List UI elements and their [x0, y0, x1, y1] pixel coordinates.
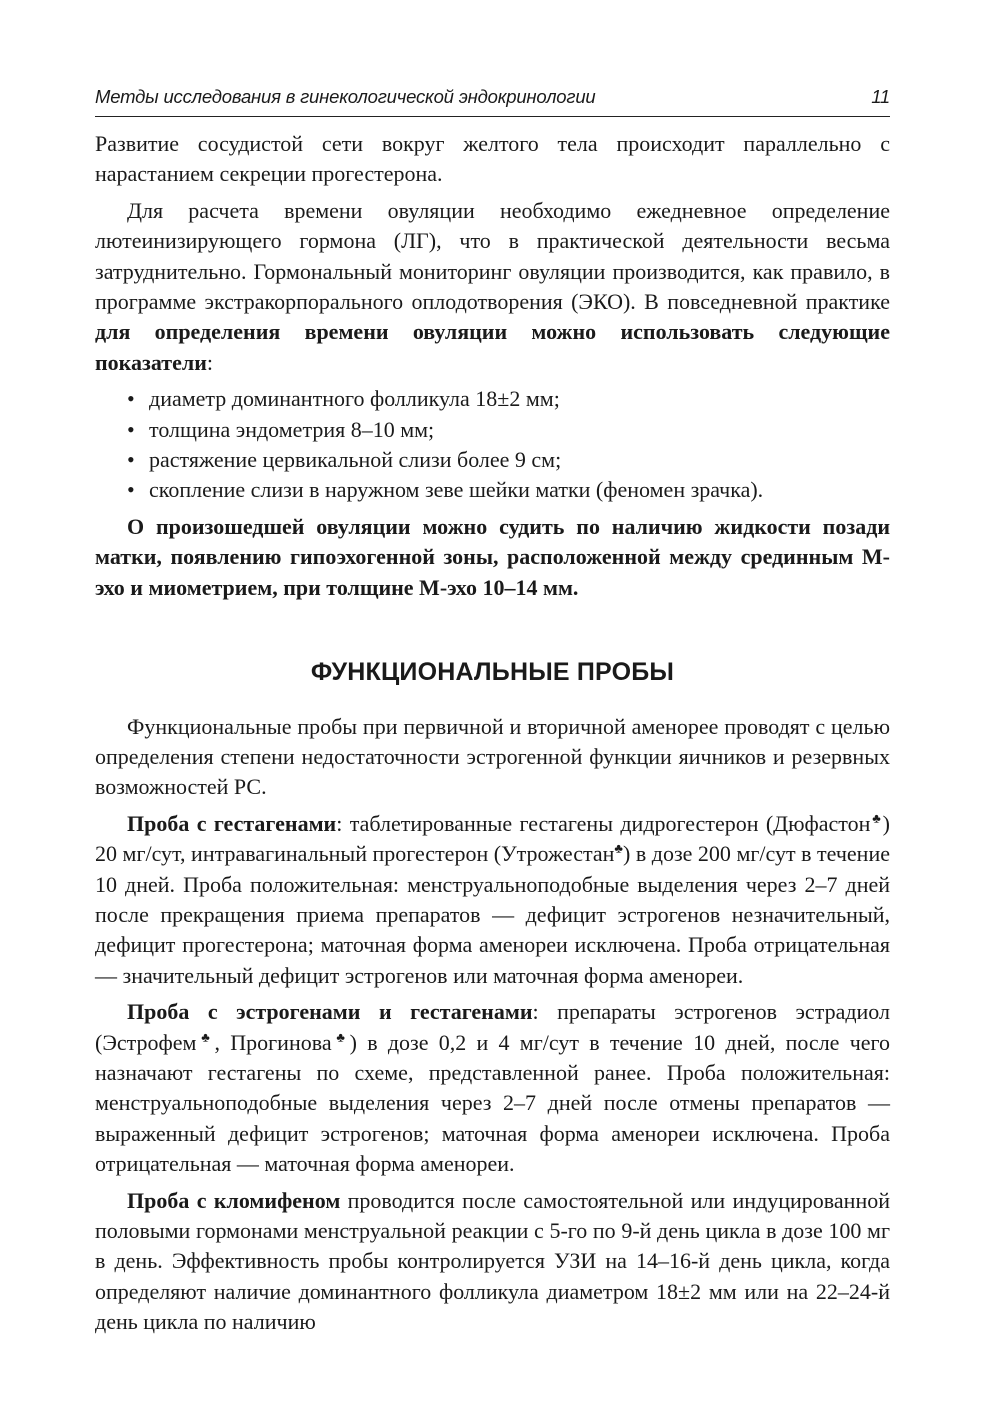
bullet-icon: •	[127, 416, 135, 442]
gestagen-test-heading: Проба с гестагенами	[127, 810, 337, 836]
page-body	[95, 129, 890, 1338]
page-number: 11	[871, 86, 890, 107]
clomiphene-test-heading: Проба с кломифеном	[127, 1187, 341, 1213]
drug-mark-icon: ♣	[331, 1029, 350, 1045]
drug-mark-icon: ♣	[870, 810, 883, 826]
estrogen-gestagen-test-heading: Проба с эстрогенами и гестагенами	[127, 999, 533, 1025]
drug-mark-icon: ♣	[196, 1029, 215, 1045]
paragraph-clomiphene-test	[95, 1186, 890, 1338]
drug-mark-icon: ♣	[614, 840, 623, 856]
ovulation-indicators-list	[95, 384, 890, 506]
list-item-text: растяжение цервикальной слизи более 9 см;	[149, 447, 562, 473]
list-item	[127, 475, 890, 505]
list-item-text: толщина эндометрия 8–10 мм;	[149, 416, 435, 442]
ovulation-timing-colon: :	[206, 349, 214, 375]
list-item	[127, 384, 890, 414]
page	[95, 86, 890, 1344]
gestagen-test-text: : таблетированные гестагены дидрогестерон (Дюфастон	[336, 810, 871, 836]
running-header	[95, 86, 890, 117]
bullet-icon: •	[127, 386, 135, 412]
ovulation-timing-text: Для расчета времени овуляции необходимо ежедневное определение лютеинизирующего гормона (ЛГ), что в практической деятельности весьма затруднительно. Гормональный мониторинг овуляции производится, как правило, в программе экстракорпорального оплодотворения (ЭКО). В повседневной практике	[95, 197, 890, 315]
header-title: Метды исследования в гинекологической эндокринологии	[95, 86, 596, 107]
estrogen-gestagen-test-text: ) в дозе 0,2 и 4 мг/сут в течение 10 дней, после чего назначают гестагены по схеме, представленной ранее. Проба положительная: менструальноподобные выделения через 2–7 дней после отмены препаратов — выраженный дефицит эстрогенов; маточная форма аменореи исключена. Проба отрицательная — маточная форма аменореи.	[95, 1029, 890, 1177]
paragraph-ovulation-confirmed	[95, 512, 890, 603]
list-item-text: скопление слизи в наружном зеве шейки матки (феномен зрачка).	[149, 477, 764, 503]
bullet-icon: •	[127, 447, 135, 473]
ovulation-confirmed-emphasis: О произошедшей овуляции можно судить по наличию жидкости позади матки, появлению гипоэхогенной зоны, расположенной между срединным М-эхо и миометрием, при толщине М-эхо 10–14 мм.	[95, 513, 890, 600]
bullet-icon: •	[127, 477, 135, 503]
estrogen-gestagen-test-text: : препараты эстрогенов эстрадиол (Эстрофем	[95, 999, 890, 1055]
paragraph-functional-tests: Функциональные пробы при первичной и вторичной аменорее проводят с целью определения степени недостаточности эстрогенной функции яичников и резервных возможностей РС.	[95, 713, 890, 800]
list-item-text: диаметр доминантного фолликула 18±2 мм;	[149, 386, 560, 412]
gestagen-test-text: ) 20 мг/сут, интравагинальный прогестерон (Утрожестан	[95, 810, 890, 867]
paragraph-estrogen-gestagen-test	[95, 997, 890, 1179]
paragraph-corpus-luteum: Развитие сосудистой сети вокруг желтого тела происходит параллельно с нарастанием секреции прогестерона.	[95, 131, 890, 187]
paragraph-ovulation-timing	[95, 196, 890, 378]
estrogen-gestagen-test-text: , Прогинова	[214, 1029, 332, 1055]
clomiphene-test-text: проводится после самостоятельной или индуцированной половыми гормонами менструальной реакции с 5-го по 9-й день цикла в дозе 100 мг в день. Эффективность пробы контролируется УЗИ на 14–16-й день цикла, когда определяют наличие доминантного фолликула диаметром 18±2 мм или на 22–24-й день цикла по наличию	[95, 1187, 890, 1335]
gestagen-test-text: ) в дозе 200 мг/сут в течение 10 дней. Проба положительная: менструальноподобные выделения через 2–7 дней после прекращения приема препаратов — дефицит эстрогенов незначительный, дефицит прогестерона; маточная форма аменореи исключена. Проба отрицательная — значительный дефицит эстрогенов или маточная форма аменореи.	[95, 841, 890, 988]
paragraph-gestagen-test	[95, 809, 890, 991]
list-item	[127, 415, 890, 445]
section-title: ФУНКЦИОНАЛЬНЫЕ ПРОБЫ	[310, 658, 675, 687]
list-item	[127, 445, 890, 475]
ovulation-indicators-emphasis: для определения времени овуляции можно использовать следующие показатели	[95, 319, 890, 375]
